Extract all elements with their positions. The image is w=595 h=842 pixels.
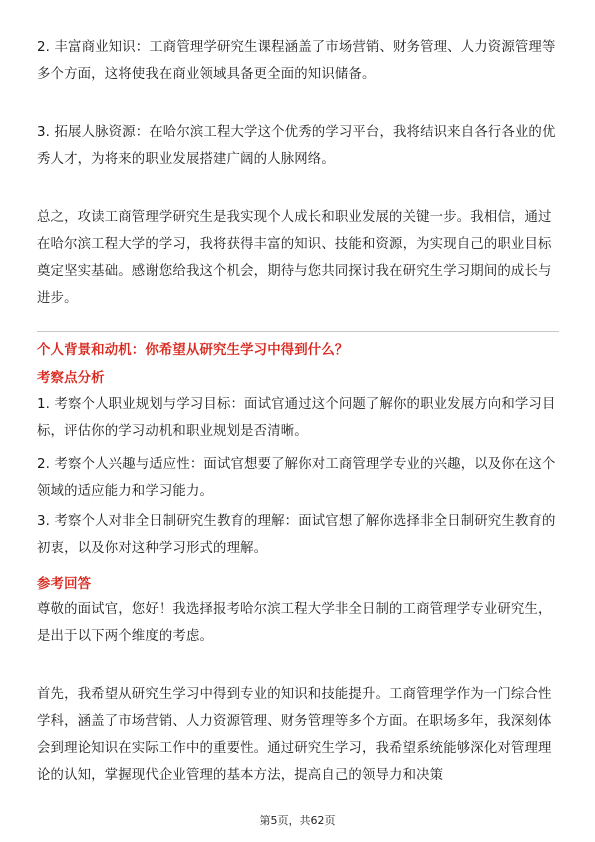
analysis-heading: 考察点分析 bbox=[37, 371, 105, 386]
paragraph-network-resources: 3. 拓展人脉资源：在哈尔滨工程大学这个优秀的学习平台，我将结识来自各行各业的优秀人才，为将来的职业发展搭建广阔的人脉网络。 bbox=[37, 125, 556, 167]
question-title: 个人背景和动机：你希望从研究生学习中得到什么？ bbox=[37, 343, 349, 358]
answer-heading: 参考回答 bbox=[37, 577, 92, 592]
analysis-item-3: 3. 考察个人对非全日制研究生教育的理解：面试官想了解你选择非全日制研究生教育的初衷，以及你对这种学习形式的理解。 bbox=[37, 514, 556, 556]
answer-paragraph-1: 尊敬的面试官，您好！我选择报考哈尔滨工程大学非全日制的工商管理学专业研究生，是出于以下两个维度的考虑。 bbox=[37, 602, 552, 644]
answer-paragraph-2: 首先，我希望从研究生学习中得到专业的知识和技能提升。工商管理学作为一门综合性学科，涵盖了市场营销、人力资源管理、财务管理等多个方面。在职场多年，我深刻体会到理论知识在实际工作中的重要性。通过研究生学习，我希望系统能够深化对管理理论的认知，掌握现代企业管理的基本方法，提高自己的领导力和决策 bbox=[37, 687, 552, 783]
paragraph-conclusion: 总之，攻读工商管理学研究生是我实现个人成长和职业发展的关键一步。我相信，通过在哈尔滨工程大学的学习，我将获得丰富的知识、技能和资源，为实现自己的职业目标奠定坚实基础。感谢您给我这个机会，期待与您共同探讨我在研究生学习期间的成长与进步。 bbox=[37, 210, 552, 306]
paragraph-business-knowledge: 2. 丰富商业知识：工商管理学研究生课程涵盖了市场营销、财务管理、人力资源管理等多个方面，这将使我在商业领域具备更全面的知识储备。 bbox=[37, 40, 556, 82]
analysis-item-2: 2. 考察个人兴趣与适应性：面试官想要了解你对工商管理学专业的兴趣，以及你在这个领域的适应能力和学习能力。 bbox=[37, 457, 556, 499]
page-number-footer: 第5页，共62页 bbox=[259, 814, 336, 827]
section-divider bbox=[37, 331, 559, 332]
analysis-item-1: 1. 考察个人职业规划与学习目标：面试官通过这个问题了解你的职业发展方向和学习目标，评估你的学习动机和职业规划是否清晰。 bbox=[37, 397, 556, 439]
